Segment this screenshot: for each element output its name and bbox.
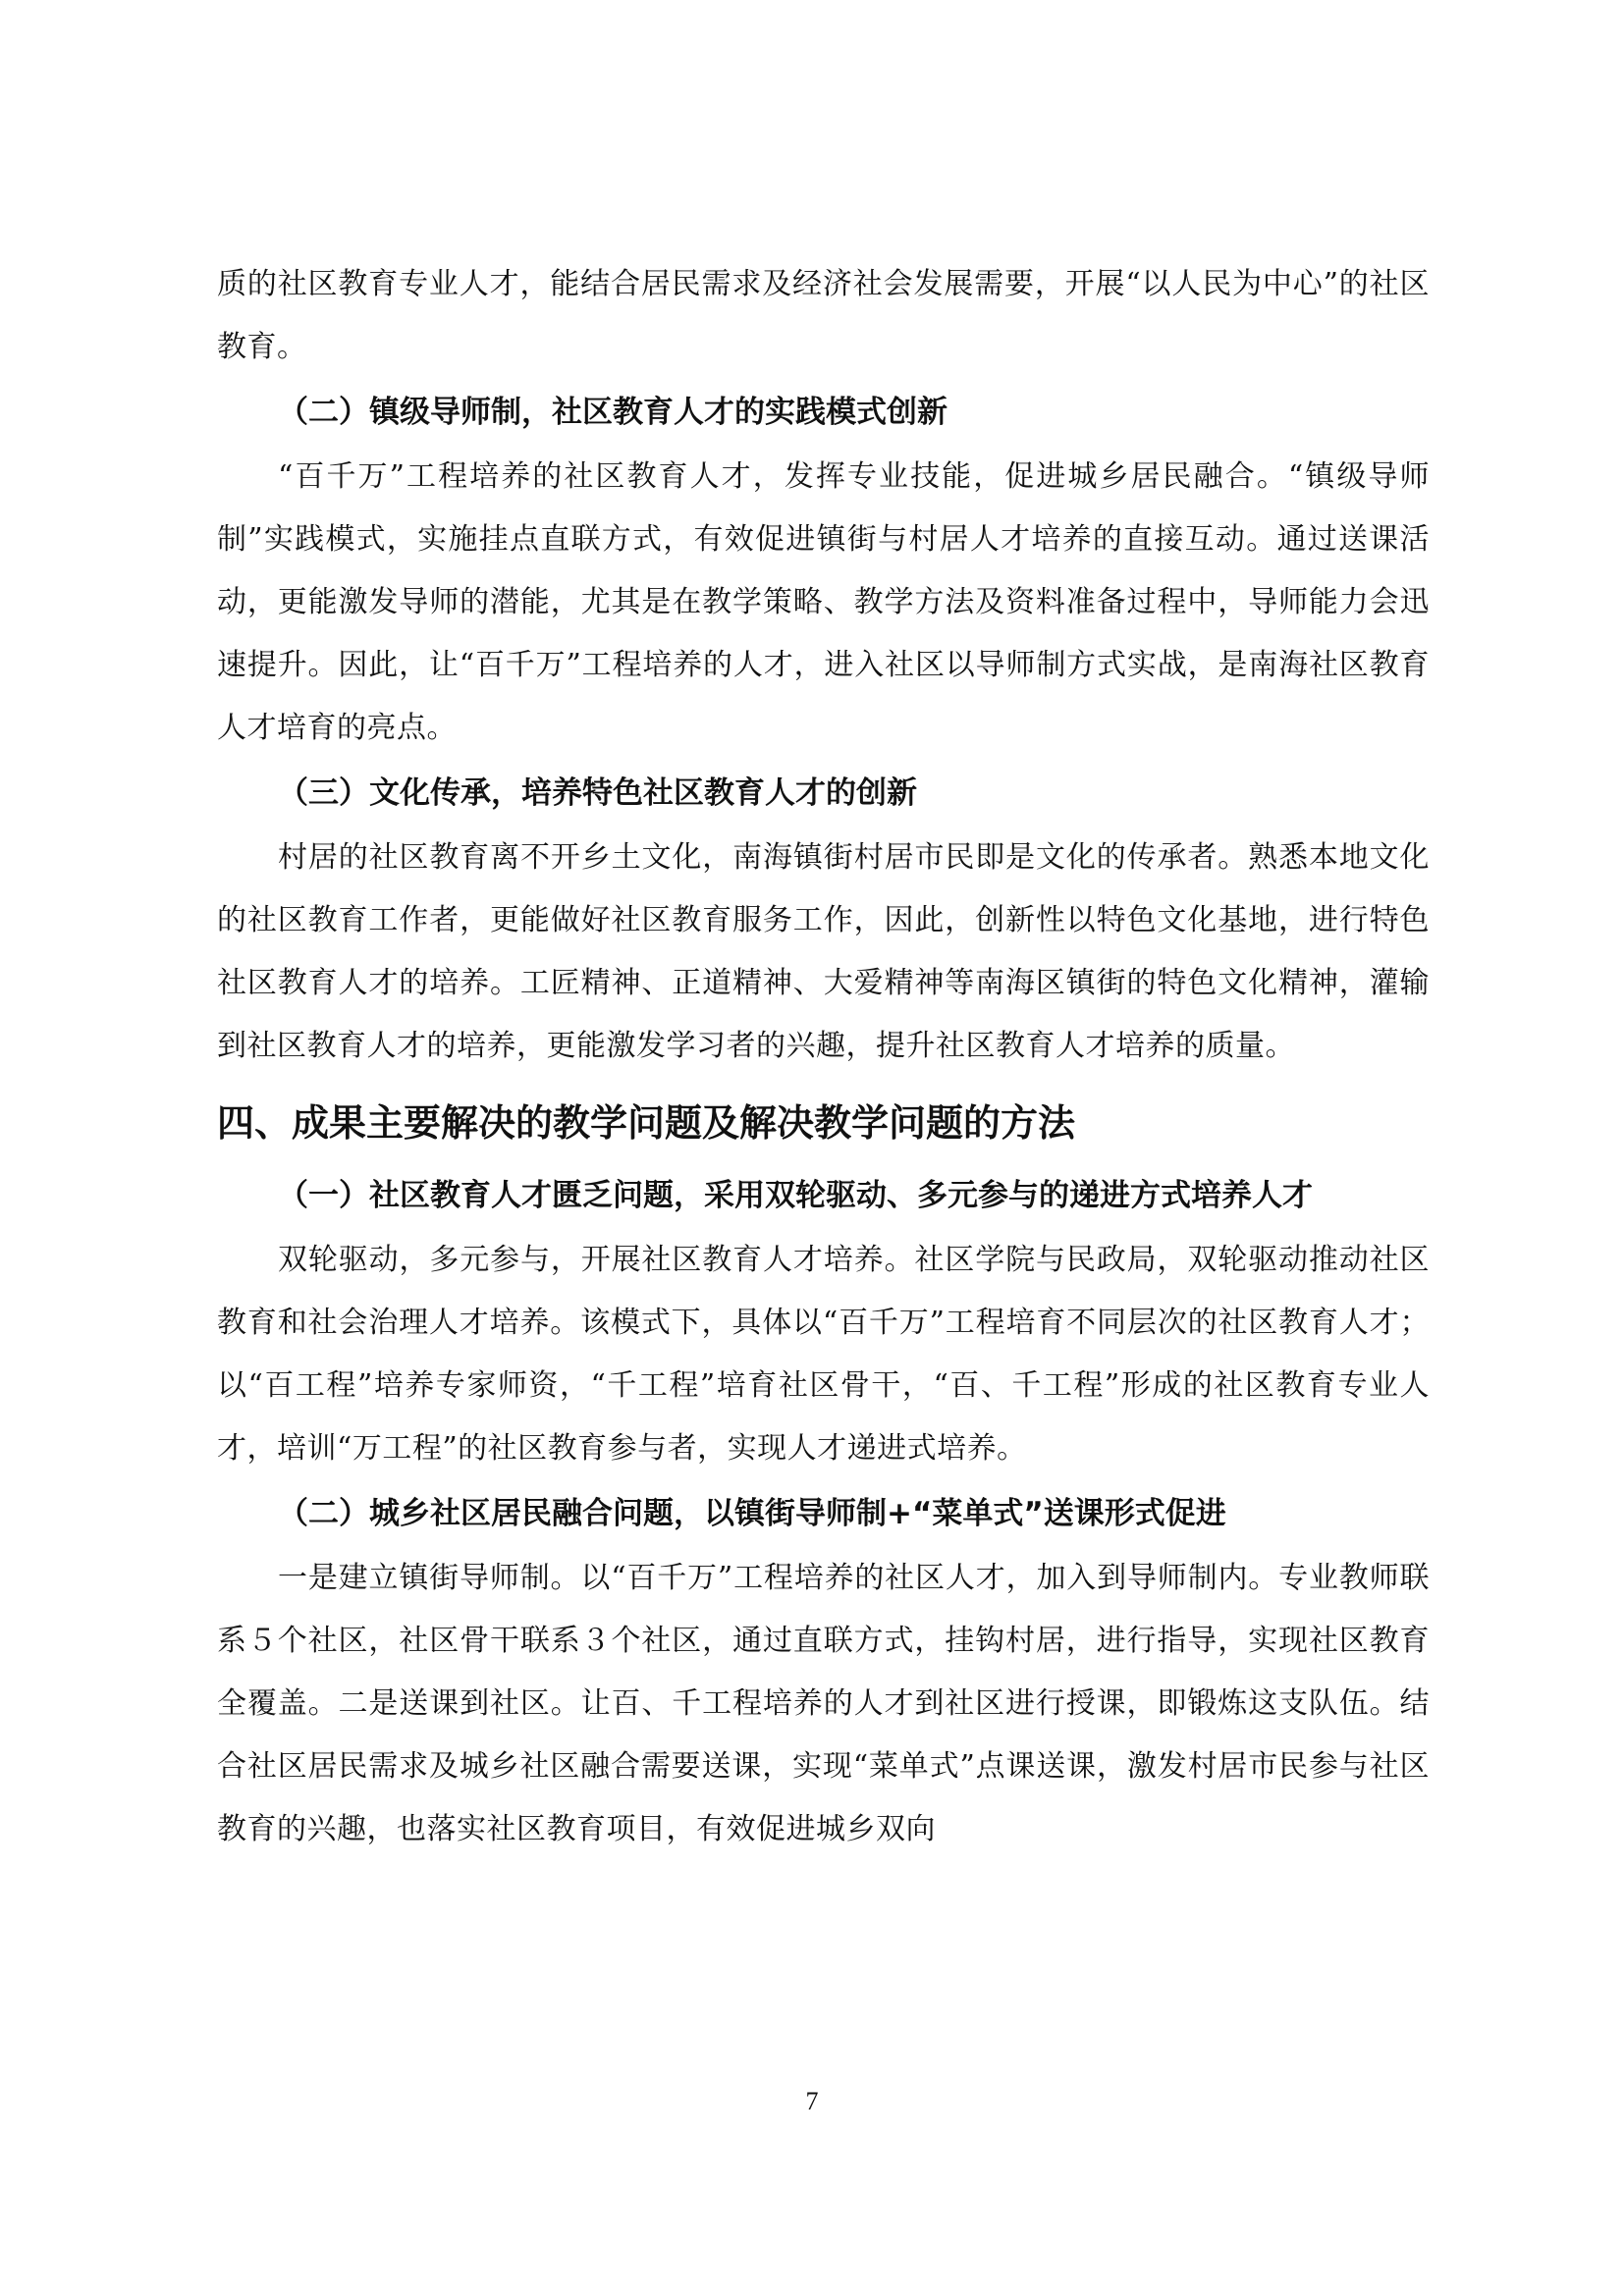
subheading-cultural-heritage: （三）文化传承，培养特色社区教育人才的创新	[278, 775, 917, 811]
paragraph-talent-shortage: 双轮驱动，多元参与，开展社区教育人才培养。社区学院与民政局，双轮驱动推动社区教育和社会治理人才培养。该模式下，具体以“百千万”工程培育不同层次的社区教育人才；以“百工程”培养专家师资，“千工程”培育社区骨干，“百、千工程”形成的社区教育专业人才，培训“万工程”的社区教育参与者，实现人才递进式培养。	[217, 1243, 1430, 1466]
page-content	[217, 253, 1430, 1861]
page-number: 7	[805, 2087, 819, 2115]
subheading-mentor-system: （二）镇级导师制，社区教育人才的实践模式创新	[278, 395, 947, 430]
paragraph-urban-rural-integration: 一是建立镇街导师制。以“百千万”工程培养的社区人才，加入到导师制内。专业教师联系５个社区，社区骨干联系３个社区，通过直联方式，挂钩村居，进行指导，实现社区教育全覆盖。二是送课到社区。让百、千工程培养的人才到社区进行授课，即锻炼这支队伍。结合社区居民需求及城乡社区融合需要送课，实现“菜单式”点课送课，激发村居市民参与社区教育的兴趣，也落实社区教育项目，有效促进城乡双向	[217, 1561, 1430, 1846]
section-heading-4: 四、成果主要解决的教学问题及解决教学问题的方法	[217, 1101, 1076, 1145]
subheading-urban-rural-integration: （二）城乡社区居民融合问题，以镇街导师制+“菜单式”送课形式促进	[278, 1496, 1226, 1531]
paragraph-mentor-system: “百千万”工程培养的社区教育人才，发挥专业技能，促进城乡居民融合。“镇级导师制”实践模式，实施挂点直联方式，有效促进镇街与村居人才培养的直接互动。通过送课活动，更能激发导师的潜能，尤其是在教学策略、教学方法及资料准备过程中，导师能力会迅速提升。因此，让“百千万”工程培养的人才，进入社区以导师制方式实战，是南海社区教育人才培育的亮点。	[217, 459, 1430, 745]
paragraph-cultural-heritage: 村居的社区教育离不开乡土文化，南海镇街村居市民即是文化的传承者。熟悉本地文化的社区教育工作者，更能做好社区教育服务工作，因此，创新性以特色文化基地，进行特色社区教育人才的培养。工匠精神、正道精神、大爱精神等南海区镇街的特色文化精神，灌输到社区教育人才的培养，更能激发学习者的兴趣，提升社区教育人才培养的质量。	[217, 840, 1430, 1063]
subheading-talent-shortage: （一）社区教育人才匮乏问题，采用双轮驱动、多元参与的递进方式培养人才	[278, 1178, 1313, 1213]
paragraph-continuation: 质的社区教育专业人才，能结合居民需求及经济社会发展需要，开展“以人民为中心”的社区教育。	[217, 267, 1430, 364]
